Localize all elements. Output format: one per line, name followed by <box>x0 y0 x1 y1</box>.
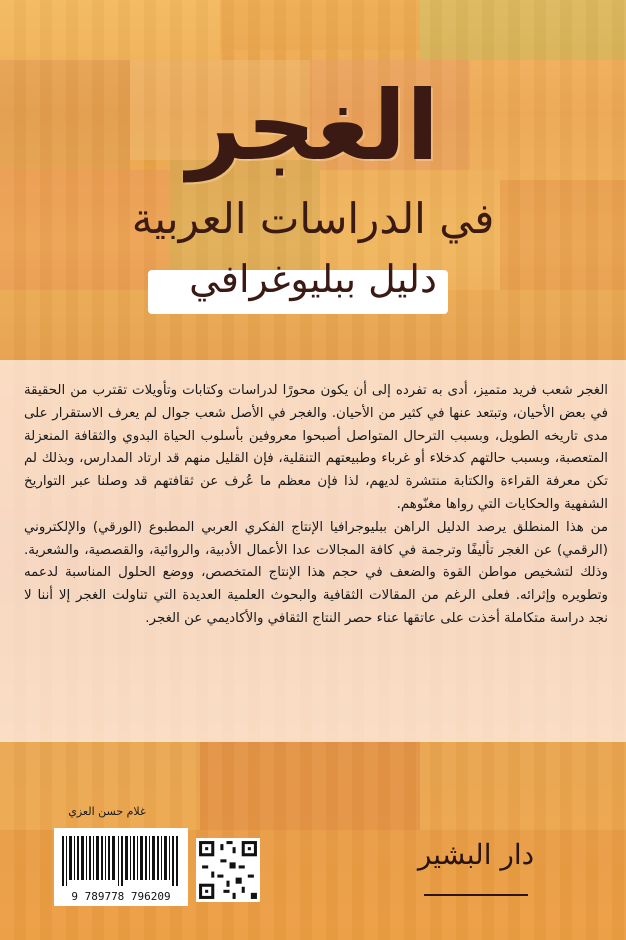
publisher-name: دار البشير <box>417 838 535 871</box>
publisher-underline <box>424 894 528 896</box>
qr-code <box>196 838 260 902</box>
title-block <box>0 70 626 182</box>
blurb-text <box>24 380 608 631</box>
barcode <box>54 828 188 906</box>
blurb-paragraph-1: الغجر شعب فريد متميز، أدى به تفرده إلى أن يكون محورًا لدراسات وكتابات وتأويلات تقترب من الحقيقة في بعض الأحيان، وتبتعد عنها في كثير من الأحيان. والغجر في الأصل شعب جوال لم يعرف الاستقرار على مدى تاريخه الطويل، وبسبب الترحال المتواصل أصبحوا معروفين بأسلوب الحياة البدوي والثقافة المنعزلة المتعصبة، وبسبب حالتهم كدخلاء أو غرباء وطبيعتهم التنقلية، فإن القليل منهم قد ارتاد المدارس، وبذلك لم تكن معرفة القراءة والكتابة منتشرة لديهم، لذا فإن معظم ما عُرف عن ثقافتهم قد وصلنا عبر التواريخ الشفهية والحكايات التي رواها مغنّوهم. <box>24 383 608 512</box>
blurb-paragraph-2: من هذا المنطلق يرصد الدليل الراهن ببليوجرافيا الإنتاج الفكري العربي المطبوع (الورقي) والإلكتروني (الرقمي) عن الغجر تأليفًا وترجمة في كافة المجالات عدا الأعمال الأدبية، والروائية، والقصصية، والشعرية. وذلك لتشخيص مواطن القوة والضعف في حجم هذا الإنتاج المتخصص، ووضع الحلول المناسبة لدعمه وتطويره وإثرائه. فعلى الرغم من المقالات الثقافية والبحوث العلمية العديدة التي تناولت الغجر إلا أننا لا نجد دراسة متكاملة أخذت على عاتقها عناء حصر النتاج الثقافي والأكاديمي عن الغجر. <box>24 519 608 626</box>
book-subtitle-guide: دليل ببليوغرافي <box>189 257 437 301</box>
publisher-logo <box>416 840 536 898</box>
patch-1 <box>0 0 220 60</box>
isbn-number: 9 789778 796209 <box>71 890 171 903</box>
author-logo: غلام حسن العزي <box>68 805 146 818</box>
patch-2 <box>220 0 420 50</box>
barcode-bars <box>62 836 180 886</box>
book-subtitle: في الدراسات العربية <box>131 194 495 243</box>
qr-code-svg <box>196 838 260 902</box>
patch-15 <box>420 740 626 830</box>
book-title: الغجر <box>186 70 440 182</box>
patch-3 <box>420 0 626 60</box>
patch-14 <box>200 740 420 830</box>
